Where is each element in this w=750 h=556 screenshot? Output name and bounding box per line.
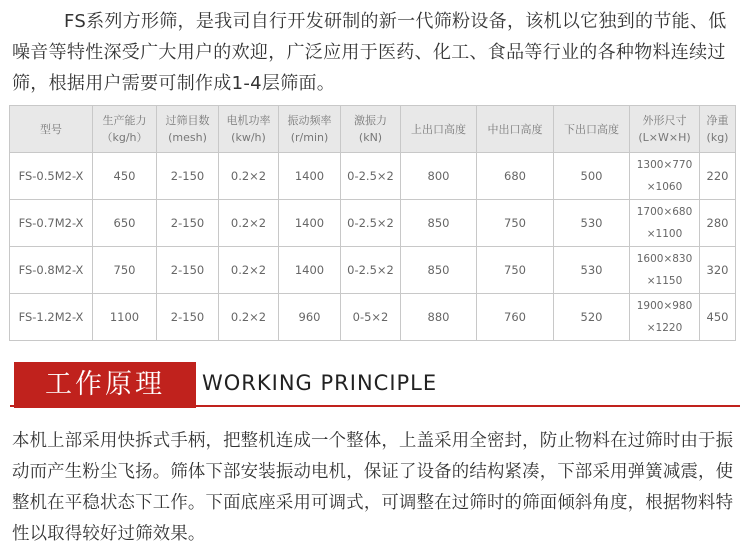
cell-mesh: 2-150 [157,153,219,200]
cell-upper: 880 [401,294,477,341]
dimension-line-1: 1700×680 [636,206,693,218]
cell-power: 0.2×2 [219,294,279,341]
cell-power: 0.2×2 [219,200,279,247]
section-divider [10,405,740,407]
table-row [10,200,736,247]
cell-force: 0-2.5×2 [341,247,401,294]
dimension-line-2: ×1060 [646,181,683,193]
spec-table [9,105,736,341]
dimension-line-1: 1300×770 [636,159,693,171]
cell-upper: 850 [401,200,477,247]
section-title-cn: 工作原理 [14,362,196,408]
header-label: 电机功率 [226,114,271,127]
header-unit: (mesh) [168,131,207,144]
table-header-cell [554,106,630,153]
cell-mesh: 2-150 [157,247,219,294]
cell-force: 0-2.5×2 [341,153,401,200]
principle-paragraph: 本机上部采用快拆式手柄，把整机连成一个整体，上盖采用全密封，防止物料在过筛时由于振动而产生粉尘飞扬。筛体下部安装振动电机，保证了设备的结构紧凑，下部采用弹簧减震，使整机在平稳状态下工作。下面底座采用可调式，可调整在过筛时的筛面倾斜角度，根据物料特性以取得较好过筛效果。 [12,431,734,544]
cell-lower: 500 [554,153,630,200]
cell-capacity: 1100 [93,294,157,341]
header-label: 振动频率 [287,114,332,127]
cell-lower: 520 [554,294,630,341]
table-row [10,294,736,341]
cell-mesh: 2-150 [157,200,219,247]
table-header-row [10,106,736,153]
header-unit: (kg) [706,131,729,144]
cell-upper: 850 [401,247,477,294]
cell-lower: 530 [554,200,630,247]
table-header-cell [93,106,157,153]
table-header-cell [219,106,279,153]
table-header-cell [700,106,736,153]
cell-freq: 960 [279,294,341,341]
dimension-line-2: ×1220 [646,322,683,334]
cell-power: 0.2×2 [219,153,279,200]
cell-dimensions [630,247,700,294]
table-row [10,247,736,294]
table-header-cell [279,106,341,153]
table-header-cell [630,106,700,153]
cell-weight: 320 [700,247,736,294]
cell-middle: 750 [477,200,554,247]
header-unit: (r/min) [290,131,329,144]
cell-model: FS-0.7M2-X [10,200,93,247]
dimension-line-1: 1900×980 [636,300,693,312]
header-label: 下出口高度 [564,122,619,136]
intro-paragraph: FS系列方形筛，是我司自行开发研制的新一代筛粉设备，该机以它独到的节能、低噪音等特性深受广大用户的欢迎，广泛应用于医药、化工、食品等行业的各种物料连续过筛，根据用户需要可制作成1-4层筛面。 [12,11,727,94]
header-label: 型号 [40,122,62,136]
cell-freq: 1400 [279,200,341,247]
header-label: 过筛目数 [165,114,210,127]
cell-model: FS-0.8M2-X [10,247,93,294]
header-label: 净重 [706,114,729,127]
cell-dimensions [630,153,700,200]
cell-weight: 280 [700,200,736,247]
dimension-line-2: ×1150 [646,275,683,287]
header-unit: （kg/h） [101,131,148,144]
cell-freq: 1400 [279,153,341,200]
section-header [10,362,740,410]
cell-capacity: 750 [93,247,157,294]
cell-lower: 530 [554,247,630,294]
cell-force: 0-2.5×2 [341,200,401,247]
cell-weight: 220 [700,153,736,200]
dimension-line-2: ×1100 [646,228,683,240]
table-header-cell [157,106,219,153]
cell-capacity: 450 [93,153,157,200]
cell-model: FS-1.2M2-X [10,294,93,341]
dimension-line-1: 1600×830 [636,253,693,265]
cell-force: 0-5×2 [341,294,401,341]
cell-dimensions [630,294,700,341]
table-header-cell [10,106,93,153]
cell-middle: 750 [477,247,554,294]
header-unit: (kN) [358,131,383,144]
header-label: 中出口高度 [487,122,543,136]
header-unit: (kw/h) [231,131,266,144]
cell-weight: 450 [700,294,736,341]
cell-middle: 760 [477,294,554,341]
table-header-cell [401,106,477,153]
cell-freq: 1400 [279,247,341,294]
section-title-en: WORKING PRINCIPLE [202,371,438,395]
cell-mesh: 2-150 [157,294,219,341]
header-label: 外形尺寸 [642,114,687,127]
table-header-cell [341,106,401,153]
table-row [10,153,736,200]
header-label: 上出口高度 [411,122,466,136]
header-label: 生产能力 [102,114,147,127]
cell-dimensions [630,200,700,247]
header-label: 激振力 [354,114,387,127]
cell-capacity: 650 [93,200,157,247]
cell-middle: 680 [477,153,554,200]
table-header-cell [477,106,554,153]
table-body [10,153,736,341]
cell-upper: 800 [401,153,477,200]
cell-model: FS-0.5M2-X [10,153,93,200]
cell-power: 0.2×2 [219,247,279,294]
header-unit: (L×W×H) [638,131,691,144]
